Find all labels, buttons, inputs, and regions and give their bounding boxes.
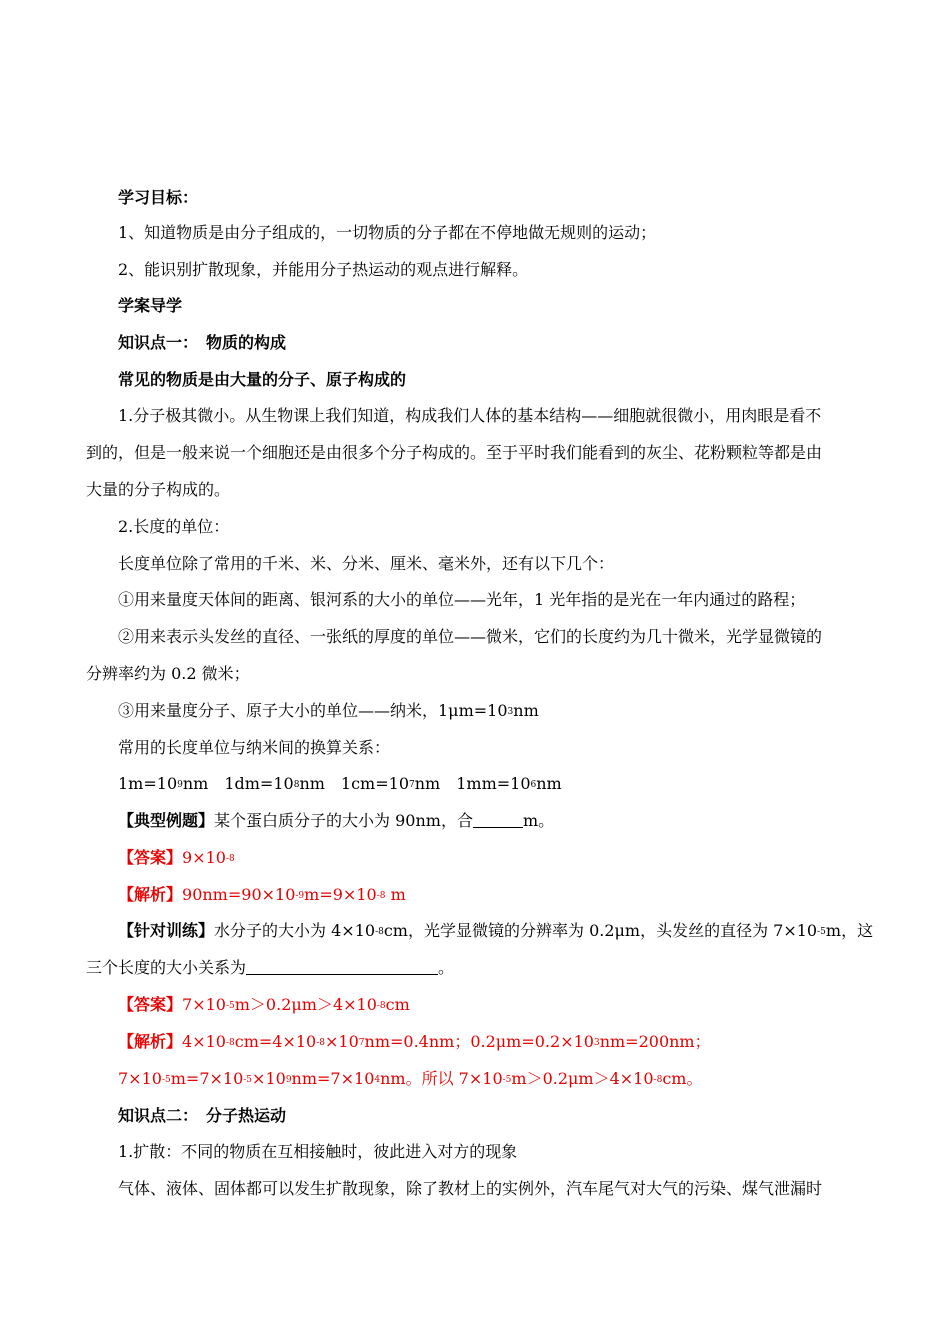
example-solution: 【解析】$90nm=90\times 10^{-9}m=9\times 10^{-8}$ m: [118, 885, 406, 904]
conversion-title: 常用的长度单位与纳米间的换算关系：: [118, 738, 391, 757]
knowledge-point-2-title: 知识点二： 分子热运动: [118, 1106, 287, 1125]
goal-item-2: 2、能识别扩散现象，并能用分子热运动的观点进行解释。: [118, 260, 529, 279]
practice-solution-line2: $7\times 10^{-5}m=7\times 10^{-5}\times 10^9nm=7\times 10^4nm$。所以 $7\times 10^{-5}m>0.2\mu m>4\times 10^{-8}cm$。: [118, 1069, 703, 1088]
unit-light-year: ①用来量度天体间的距离、银河系的大小的单位——光年，1 光年指的是光在一年内通过的路程；: [118, 590, 806, 609]
unit-micrometer-line1: ②用来表示头发丝的直径、一张纸的厚度的单位——微米，它们的长度约为几十微米，光学显微镜的: [118, 627, 823, 646]
para1-line2: 到的，但是一般来说一个细胞还是由很多个分子构成的。至于平时我们能看到的灰尘、花粉颗粒等都是由: [86, 443, 823, 462]
study-guide-title: 学案导学: [118, 296, 183, 315]
unit-micrometer-line2: 分辨率约为 0.2 微米；: [86, 664, 250, 683]
answer-blank: [246, 959, 438, 975]
example-question: 【典型例题】某个蛋白质分子的大小为 90nm，合 m。: [118, 811, 555, 830]
learning-goals-title: 学习目标：: [118, 188, 199, 207]
para1-line3: 大量的分子构成的。: [86, 480, 231, 499]
practice-question-line2: 三个长度的大小关系为 。: [86, 958, 455, 977]
unit-nanometer: ③用来量度分子、原子大小的单位——纳米，$1\mu m=10^3nm$: [118, 701, 539, 720]
practice-answer: 【答案】$7\times 10^{-5}m>0.2\mu m>4\times 10^{-8}cm$: [118, 995, 410, 1014]
conversion-relations: $1m=10^9nm$ $1dm=10^8nm$ $1cm=10^7nm$ $1mm=10^6nm$: [118, 774, 562, 793]
length-unit-title: 2.长度的单位：: [118, 517, 230, 536]
length-unit-intro: 长度单位除了常用的千米、米、分米、厘米、毫米外，还有以下几个：: [118, 554, 615, 573]
answer-blank: [473, 812, 523, 828]
knowledge-point-1-title: 知识点一： 物质的构成: [118, 333, 287, 352]
practice-question-line1: 【针对训练】水分子的大小为 $4\times 10^{-8}cm$，光学显微镜的分辨率为 0.2μm，头发丝的直径为 $7\times 10^{-5}m$，这: [118, 921, 874, 940]
para1-line1: 1.分子极其微小。从生物课上我们知道，构成我们人体的基本结构——细胞就很微小，用肉眼是看不: [118, 406, 822, 425]
subtitle: 常见的物质是由大量的分子、原子构成的: [118, 370, 407, 389]
goal-item-1: 1、知道物质是由分子组成的，一切物质的分子都在不停地做无规则的运动；: [118, 223, 657, 242]
practice-solution-line1: 【解析】$4\times 10^{-8}cm=4\times 10^{-8}\times 10^7nm=0.4nm$；$0.2\mu m=0.2\times 10^3nm=200nm$；: [118, 1032, 711, 1051]
diffusion-examples: 气体、液体、固体都可以发生扩散现象，除了教材上的实例外，汽车尾气对大气的污染、煤气泄漏时: [118, 1179, 823, 1198]
example-answer: 【答案】$9\times 10^{-8}$: [118, 848, 235, 867]
diffusion-definition: 1.扩散：不同的物质在互相接触时，彼此进入对方的现象: [118, 1142, 518, 1161]
